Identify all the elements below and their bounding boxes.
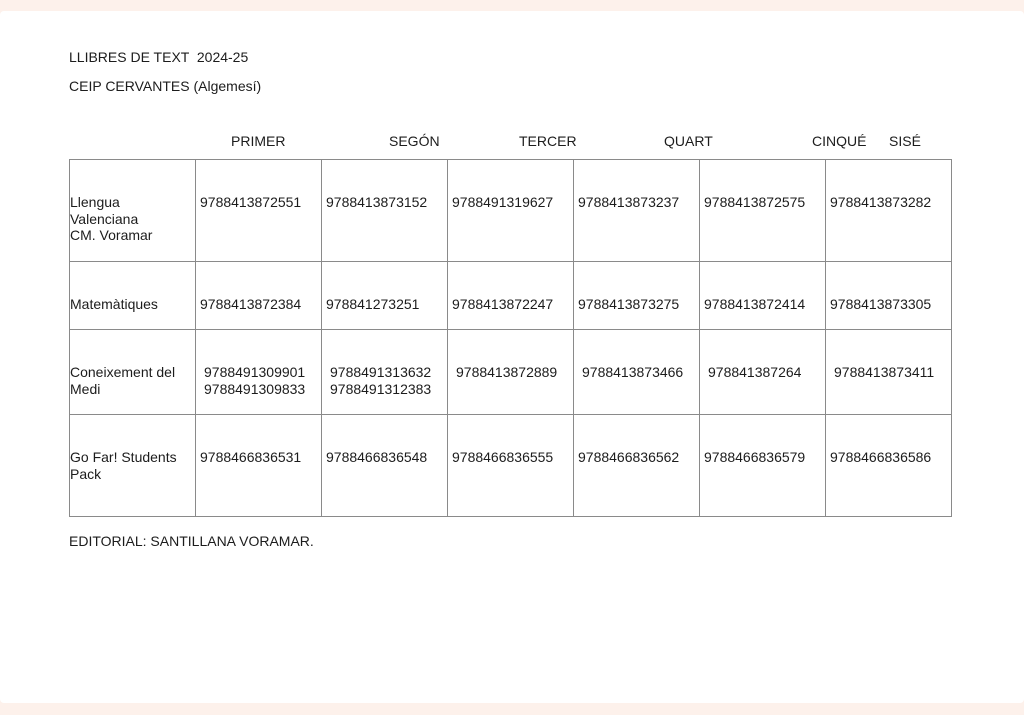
isbn-value: 9788491309901 9788491309833 — [204, 364, 306, 397]
isbn-value: 9788413873237 — [578, 194, 680, 210]
isbn-cell — [448, 262, 574, 330]
textbook-table — [69, 159, 952, 517]
isbn-value: 9788413872575 — [704, 194, 806, 210]
isbn-cell — [574, 415, 700, 517]
isbn-cell — [574, 160, 700, 262]
subject-label: Llengua Valenciana CM. Voramar — [70, 194, 153, 243]
isbn-value: 9788413872889 — [456, 364, 558, 380]
subject-cell — [70, 262, 196, 330]
isbn-cell — [574, 262, 700, 330]
grade-cinque: CINQUÉ — [812, 133, 867, 149]
isbn-cell — [448, 330, 574, 415]
isbn-value: 9788491313632 9788491312383 — [330, 364, 432, 397]
document-title: LLIBRES DE TEXT 2024-25 — [69, 49, 249, 65]
table-row — [70, 415, 952, 517]
table-row — [70, 262, 952, 330]
isbn-cell — [322, 415, 448, 517]
isbn-cell — [700, 330, 826, 415]
isbn-cell — [826, 262, 952, 330]
isbn-value: 9788413872247 — [452, 296, 554, 312]
grade-segon: SEGÓN — [389, 133, 440, 149]
isbn-cell — [448, 415, 574, 517]
isbn-value: 9788413873466 — [582, 364, 684, 380]
grade-quart: QUART — [664, 133, 713, 149]
isbn-value: 9788413872551 — [200, 194, 302, 210]
grade-primer: PRIMER — [231, 133, 286, 149]
isbn-value: 9788413873411 — [834, 364, 935, 380]
grade-header-row — [0, 133, 1024, 153]
isbn-cell — [322, 160, 448, 262]
isbn-value: 9788466836531 — [200, 449, 302, 465]
isbn-value: 9788466836555 — [452, 449, 554, 465]
subject-cell — [70, 330, 196, 415]
isbn-cell — [448, 160, 574, 262]
isbn-cell — [196, 262, 322, 330]
subject-label: Matemàtiques — [70, 296, 158, 312]
isbn-cell — [700, 160, 826, 262]
isbn-value: 9788413872384 — [200, 296, 302, 312]
isbn-cell — [826, 415, 952, 517]
grade-sise: SISÉ — [889, 133, 921, 149]
isbn-value: 9788413872414 — [704, 296, 806, 312]
isbn-value: 9788491319627 — [452, 194, 554, 210]
school-name: CEIP CERVANTES (Algemesí) — [69, 78, 262, 94]
isbn-cell — [322, 330, 448, 415]
isbn-cell — [826, 330, 952, 415]
isbn-cell — [700, 262, 826, 330]
isbn-value: 9788466836548 — [326, 449, 428, 465]
subject-cell — [70, 415, 196, 517]
isbn-value: 978841387264 — [708, 364, 802, 380]
subject-cell — [70, 160, 196, 262]
isbn-value: 9788466836562 — [578, 449, 680, 465]
isbn-value: 9788466836579 — [704, 449, 806, 465]
publisher-note: EDITORIAL: SANTILLANA VORAMAR. — [69, 533, 314, 549]
isbn-cell — [196, 160, 322, 262]
subject-label: Go Far! Students Pack — [70, 449, 177, 482]
isbn-value: 9788413873305 — [830, 296, 932, 312]
isbn-cell — [196, 330, 322, 415]
grade-tercer: TERCER — [519, 133, 577, 149]
isbn-value: 9788413873275 — [578, 296, 680, 312]
isbn-cell — [322, 262, 448, 330]
isbn-value: 978841273251 — [326, 296, 420, 312]
table-row — [70, 330, 952, 415]
table-row — [70, 160, 952, 262]
isbn-cell — [700, 415, 826, 517]
isbn-cell — [826, 160, 952, 262]
isbn-value: 9788413873152 — [326, 194, 428, 210]
subject-label: Coneixement del Medi — [70, 364, 176, 397]
isbn-cell — [196, 415, 322, 517]
isbn-value: 9788413873282 — [830, 194, 932, 210]
document-page — [0, 11, 1024, 703]
isbn-value: 9788466836586 — [830, 449, 932, 465]
isbn-cell — [574, 330, 700, 415]
